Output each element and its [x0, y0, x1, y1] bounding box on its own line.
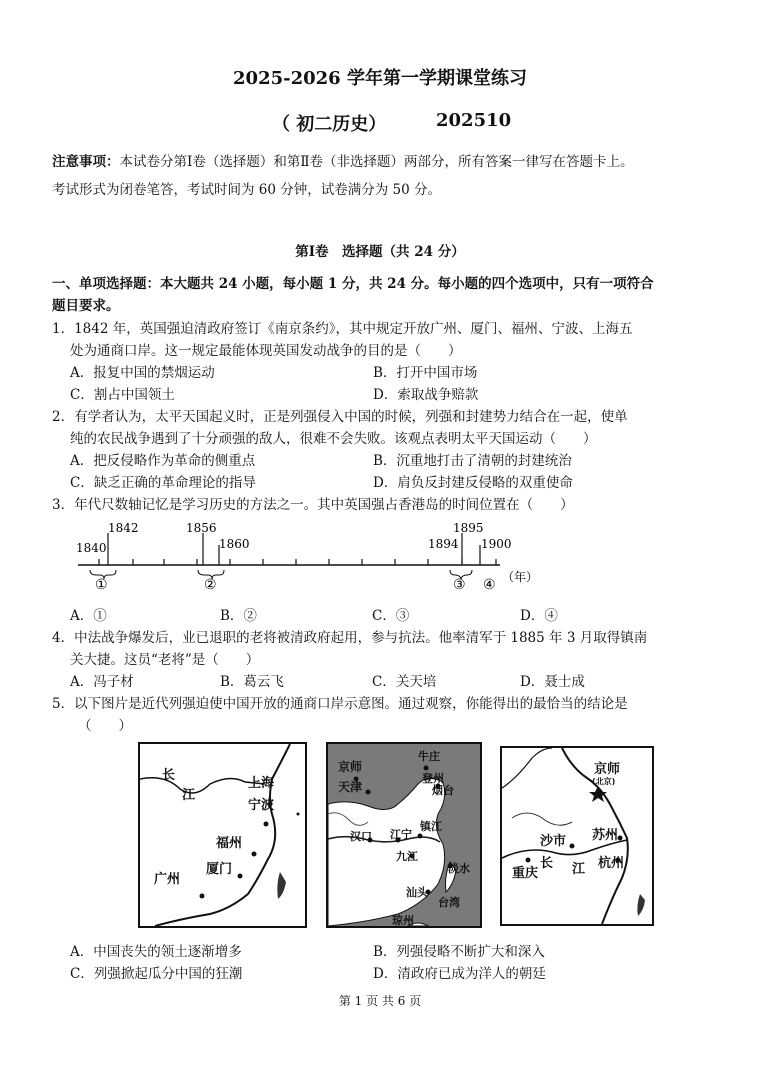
tl-label-1894: 1894	[428, 537, 459, 551]
q2-stem-2: 纯的农民战争遇到了十分顽强的敌人，很难不会失败。该观点表明太平天国运动（ ）	[70, 431, 597, 447]
q1-option-b: B．打开中国市场	[373, 365, 478, 381]
map1-label-jiang: 江	[182, 788, 196, 803]
q4-option-d: D．聂士成	[520, 674, 585, 690]
tl-marker-1: ①	[95, 577, 108, 593]
tl-label-1900: 1900	[481, 537, 512, 551]
exam-code: 202510	[436, 110, 512, 131]
section-heading: 第Ⅰ卷 选择题（共 24 分）	[295, 244, 465, 260]
tl-marker-3: ③	[453, 577, 466, 593]
tl-label-1842: 1842	[108, 521, 139, 535]
map-3	[500, 746, 654, 926]
page-title: 2025-2026 学年第一学期课堂练习	[233, 68, 527, 89]
q2-option-d: D．肩负反封建反侵略的双重使命	[373, 475, 573, 491]
tl-marker-2: ②	[204, 577, 217, 593]
q2-option-a: A．把反侵略作为革命的侧重点	[70, 453, 256, 469]
map2-label-danshui: 淡水	[448, 862, 470, 875]
map-2	[326, 742, 482, 928]
q4-stem-2: 关大捷。这员“老将”是（ ）	[70, 652, 260, 668]
q5-option-c: C．列强掀起瓜分中国的狂潮	[70, 966, 243, 982]
map2-label-zhenjiang: 镇江	[420, 820, 442, 833]
map2-label-dengzhou: 登州	[422, 772, 444, 785]
q5-option-d: D．清政府已成为洋人的朝廷	[373, 966, 546, 982]
map3-label-suzhou: 苏州	[592, 828, 619, 843]
q4-option-c: C．关天培	[372, 674, 437, 690]
map2-label-shantou: 汕头	[406, 886, 428, 899]
map2-label-jiujiang: 九江	[396, 850, 418, 863]
tl-label-1860: 1860	[219, 537, 250, 551]
q2-option-c: C．缺乏正确的革命理论的指导	[70, 475, 256, 491]
subtitle: （ 初二历史）	[272, 114, 387, 135]
q1-stem-2: 处为通商口岸。这一规定最能体现英国发动战争的目的是（ ）	[70, 343, 462, 359]
page-number: 第 1 页 共 6 页	[338, 994, 422, 1008]
map2-label-jiangning: 江宁	[390, 828, 412, 841]
q1-stem-1: 1．1842 年，英国强迫清政府签订《南京条约》，其中规定开放广州、厦门、福州、宁波、上海五	[52, 321, 633, 337]
map-1	[138, 742, 307, 928]
tl-label-1856: 1856	[186, 521, 217, 535]
q3-option-c: C．③	[372, 608, 410, 624]
map-3-outline	[502, 748, 652, 924]
notice-label: 注意事项：	[52, 154, 120, 170]
section-instructions-1: 一、单项选择题：本大题共 24 小题，每小题 1 分，共 24 分。每小题的四个选项中，只有一项符合	[52, 276, 654, 292]
map2-label-hankou: 汉口	[350, 830, 372, 843]
section-instructions-2: 题目要求。	[52, 298, 120, 314]
q2-stem-1: 2．有学者认为，太平天国起义时，正是列强侵入中国的时候，列强和封建势力结合在一起，使单	[52, 409, 628, 425]
map3-label-chongqing: 重庆	[512, 866, 539, 881]
map2-label-yantai: 烟台	[432, 784, 454, 797]
q4-option-a: A．冯子材	[70, 674, 134, 690]
notice-line-2: 考试形式为闭卷笔答，考试时间为 60 分钟，试卷满分为 50 分。	[52, 182, 442, 198]
notice-text-1: 本试卷分第Ⅰ卷（选择题）和第Ⅱ卷（非选择题）两部分，所有答案一律写在答题卡上。	[119, 154, 634, 170]
map1-label-shanghai: 上海	[248, 776, 275, 791]
q5-stem-2: （ ）	[78, 718, 132, 734]
q2-option-b: B．沉重地打击了清朝的封建统治	[373, 453, 572, 469]
map3-label-jingshi: 京师	[594, 762, 621, 777]
q1-option-a: A．报复中国的禁烟运动	[70, 365, 215, 381]
map3-label-shashi: 沙市	[540, 834, 567, 849]
map2-label-tianjin: 天津	[338, 780, 363, 794]
q5-option-a: A．中国丧失的领土逐渐增多	[70, 944, 242, 960]
q3-option-b: B．②	[220, 608, 257, 624]
map3-label-jiang: 江	[572, 862, 586, 877]
q4-option-b: B．葛云飞	[220, 674, 284, 690]
map1-label-ningbo: 宁波	[248, 798, 275, 813]
map1-label-xiamen: 厦门	[206, 862, 233, 877]
q3-option-a: A．①	[70, 608, 107, 624]
map2-label-niuzhuang: 牛庄	[418, 750, 440, 763]
tl-unit: （年）	[502, 570, 539, 584]
map3-label-chang: 长	[540, 856, 554, 871]
map2-label-qiongzhou: 琼州	[392, 914, 414, 927]
q1-option-c: C．割占中国领土	[70, 387, 175, 403]
map1-label-fuzhou: 福州	[216, 836, 243, 851]
tl-marker-4: ④	[483, 577, 496, 593]
q5-stem-1: 5．以下图片是近代列强迫使中国开放的通商口岸示意图。通过观察，你能得出的最恰当的结论是	[52, 696, 628, 712]
q3-option-d: D．④	[520, 608, 558, 624]
q5-option-b: B．列强侵略不断扩大和深入	[373, 944, 545, 960]
tl-label-1840: 1840	[76, 541, 107, 555]
map2-label-jingshi: 京师	[338, 760, 363, 774]
timeline-diagram	[70, 515, 550, 595]
map2-label-taiwan: 台湾	[438, 896, 460, 909]
q1-option-d: D．索取战争赔款	[373, 387, 479, 403]
timeline-ticks	[99, 559, 496, 565]
q3-stem-1: 3．年代尺数轴记忆是学习历史的方法之一。其中英国强占香港岛的时间位置在（ ）	[52, 497, 574, 513]
map3-label-hangzhou: 杭州	[598, 856, 625, 871]
map1-label-guangzhou: 广州	[154, 872, 181, 887]
tl-label-1895: 1895	[453, 521, 484, 535]
q4-stem-1: 4．中法战争爆发后，业已退职的老将被清政府起用，参与抗法。他率清军于 1885 年 3 月取得镇南	[52, 630, 648, 646]
map1-label-chang: 长	[162, 768, 176, 783]
notice-line-1	[52, 150, 634, 170]
map3-label-beijing: (北京)	[592, 777, 616, 786]
